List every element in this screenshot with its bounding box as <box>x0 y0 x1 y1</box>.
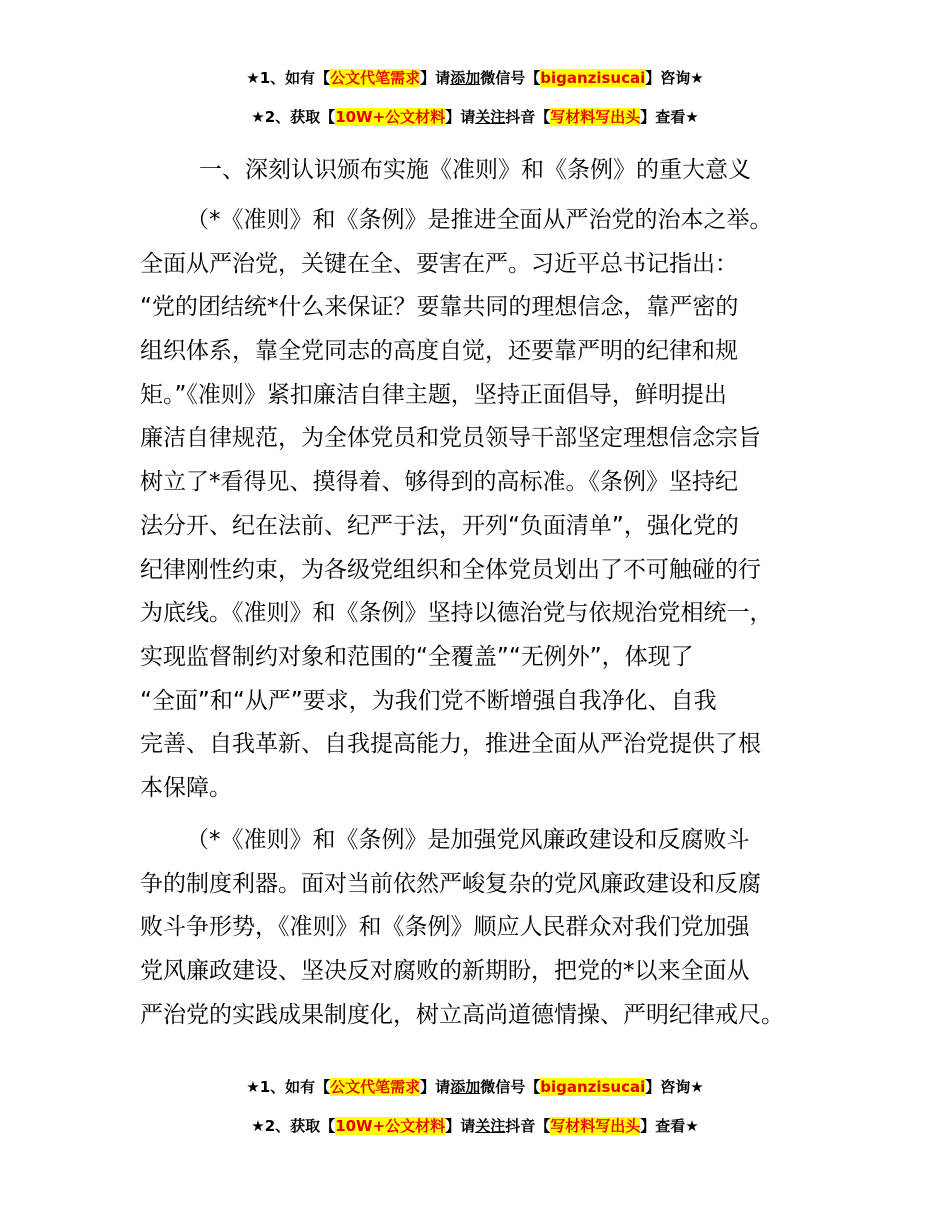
promo-banner-bottom-line2 <box>0 1115 950 1137</box>
paragraph-line: 严治党的实践成果制度化，树立高尚道德情操、严明纪律戒尺。 <box>140 1001 784 1028</box>
paragraph-line: （*《准则》和《条例》是加强党风廉政建设和反腐败斗 <box>186 827 750 853</box>
banner-highlight: 写材料写出头 <box>550 108 641 126</box>
paragraph-1 <box>140 199 820 811</box>
banner-suffix: 】咨询★ <box>645 69 704 87</box>
banner-prefix: ★1、如有【 <box>246 69 331 87</box>
banner-emphasis: 添加 <box>450 69 481 87</box>
banner-highlight: 10W+公文材料 <box>335 108 446 126</box>
paragraph-line: 组织体系，靠全党同志的高度自觉，还要靠严明的纪律和规 <box>140 338 738 365</box>
paragraph-line: 为底线。《准则》和《条例》坚持以德治党与依规治党相统一， <box>140 600 773 627</box>
promo-banner-top-line2 <box>0 106 950 128</box>
paragraph-line: 矩。”《准则》紧扣廉洁自律主题，坚持正面倡导，鲜明提出 <box>140 381 727 408</box>
paragraph-line: 树立了*看得见、摸得着、够得到的高标准。《条例》坚持纪 <box>140 469 738 496</box>
banner-text: 】请 <box>445 1117 476 1135</box>
banner-text: 】请 <box>420 69 451 87</box>
banner-prefix: ★2、获取【 <box>251 1117 336 1135</box>
banner-suffix: 】查看★ <box>640 108 699 126</box>
banner-emphasis: 关注 <box>475 108 506 126</box>
banner-text: 抖音【 <box>505 108 551 126</box>
banner-emphasis: 添加 <box>450 1078 481 1096</box>
banner-text: 】请 <box>445 108 476 126</box>
banner-suffix: 】查看★ <box>640 1117 699 1135</box>
banner-highlight: 公文代笔需求 <box>330 1078 421 1096</box>
banner-highlight: biganzisucai <box>540 69 646 87</box>
paragraph-line: 法分开、纪在法前、纪严于法，开列“负面清单”，强化党的 <box>140 512 739 539</box>
paragraph-line: 党风廉政建设、坚决反对腐败的新期盼，把党的*以来全面从 <box>140 958 750 985</box>
banner-suffix: 】咨询★ <box>645 1078 704 1096</box>
paragraph-line: 完善、自我革新、自我提高能力，推进全面从严治党提供了根 <box>140 731 761 758</box>
banner-highlight: biganzisucai <box>540 1078 646 1096</box>
banner-prefix: ★2、获取【 <box>251 108 336 126</box>
paragraph-line: 本保障。 <box>140 774 232 801</box>
banner-highlight: 公文代笔需求 <box>330 69 421 87</box>
section-heading: 一、深刻认识颁布实施《准则》和《条例》的重大意义 <box>199 157 751 183</box>
promo-banner-bottom-line1 <box>0 1076 950 1098</box>
paragraph-line: “全面”和“从严”要求，为我们党不断增强自我净化、自我 <box>140 687 717 714</box>
banner-prefix: ★1、如有【 <box>246 1078 331 1096</box>
banner-text: 抖音【 <box>505 1117 551 1135</box>
paragraph-line: 败斗争形势，《准则》和《条例》顺应人民群众对我们党加强 <box>140 914 750 941</box>
paragraph-line: 纪律刚性约束，为各级党组织和全体党员划出了不可触碰的行 <box>140 556 761 583</box>
promo-banner-top-line1 <box>0 67 950 89</box>
paragraph-line: （*《准则》和《条例》是推进全面从严治党的治本之举。 <box>186 207 773 233</box>
paragraph-line: 廉洁自律规范，为全体党员和党员领导干部坚定理想信念宗旨 <box>140 425 761 452</box>
paragraph-2 <box>140 819 820 1037</box>
paragraph-line: “党的团结统*什么来保证？要靠共同的理想信念，靠严密的 <box>140 294 739 321</box>
banner-text: 微信号【 <box>480 1078 541 1096</box>
paragraph-line: 争的制度利器。面对当前依然严峻复杂的党风廉政建设和反腐 <box>140 870 761 897</box>
paragraph-line: 实现监督制约对象和范围的“全覆盖”“无例外”，体现了 <box>140 643 694 670</box>
banner-highlight: 写材料写出头 <box>550 1117 641 1135</box>
banner-text: 微信号【 <box>480 69 541 87</box>
paragraph-line: 全面从严治党，关键在全、要害在严。习近平总书记指出： <box>140 250 738 277</box>
banner-text: 】请 <box>420 1078 451 1096</box>
banner-highlight: 10W+公文材料 <box>335 1117 446 1135</box>
banner-emphasis: 关注 <box>475 1117 506 1135</box>
